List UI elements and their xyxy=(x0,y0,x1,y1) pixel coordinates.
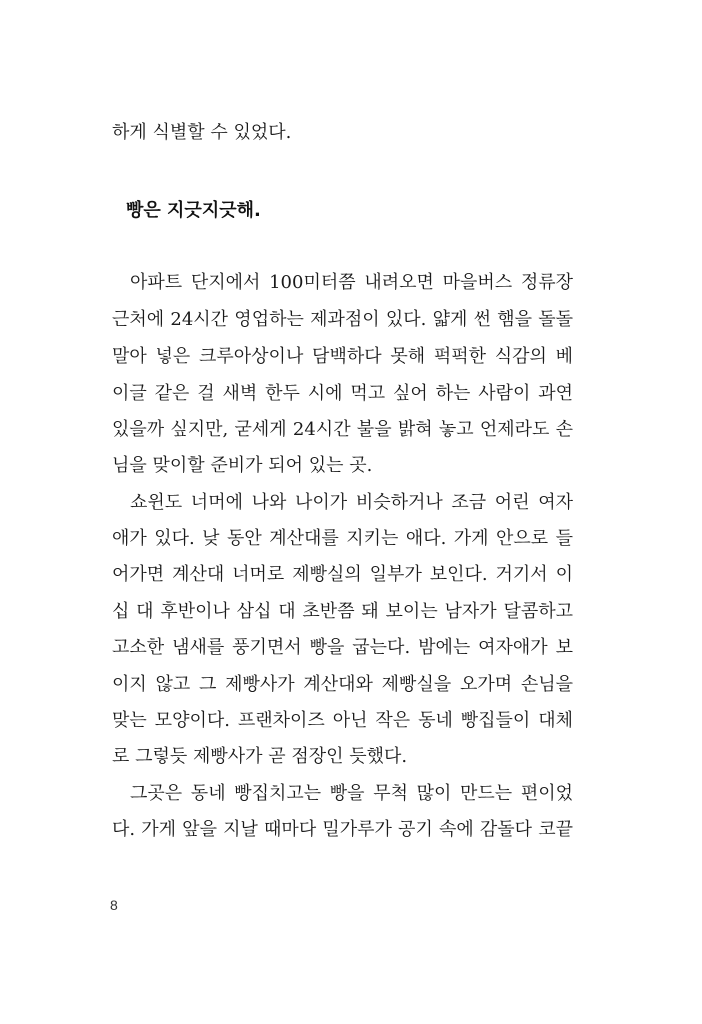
section-heading: 빵은 지긋지긋해. xyxy=(126,200,261,221)
text-line: 로 그렇듯 제빵사가 곧 점장인 듯했다. xyxy=(112,746,408,767)
text-line: 아파트 단지에서 100미터쯤 내려오면 마을버스 정류장 xyxy=(130,272,573,293)
text-line: 이글 같은 걸 새벽 한두 시에 먹고 싶어 하는 사람이 과연 xyxy=(112,383,573,404)
text-line: 있을까 싶지만, 굳세게 24시간 불을 밝혀 놓고 언제라도 손 xyxy=(112,419,573,440)
text-line: 근처에 24시간 영업하는 제과점이 있다. 얇게 썬 햄을 돌돌 xyxy=(112,309,573,330)
text-line: 십 대 후반이나 삼십 대 초반쯤 돼 보이는 남자가 달콤하고 xyxy=(112,601,573,622)
text-line: 어가면 계산대 너머로 제빵실의 일부가 보인다. 거기서 이 xyxy=(112,564,573,585)
text-line: 이지 않고 그 제빵사가 계산대와 제빵실을 오가며 손님을 xyxy=(112,674,573,695)
text-line: 그곳은 동네 빵집치고는 빵을 무척 많이 만드는 편이었 xyxy=(130,783,573,804)
text-line: 님을 맞이할 준비가 되어 있는 곳. xyxy=(112,455,373,476)
text-line: 맞는 모양이다. 프랜차이즈 아닌 작은 동네 빵집들이 대체 xyxy=(112,710,573,731)
text-line: 말아 넣은 크루아상이나 담백하다 못해 퍽퍽한 식감의 베 xyxy=(112,346,573,367)
page-number: 8 xyxy=(110,897,118,913)
text-line: 애가 있다. 낮 동안 계산대를 지키는 애다. 가게 안으로 들 xyxy=(112,528,573,549)
text-line: 쇼윈도 너머에 나와 나이가 비슷하거나 조금 어린 여자 xyxy=(130,492,573,513)
text-line: 다. 가게 앞을 지날 때마다 밀가루가 공기 속에 감돌다 코끝 xyxy=(112,819,573,840)
text-line: 고소한 냄새를 풍기면서 빵을 굽는다. 밤에는 여자애가 보 xyxy=(112,637,573,658)
continuation-line: 하게 식별할 수 있었다. xyxy=(112,122,292,143)
